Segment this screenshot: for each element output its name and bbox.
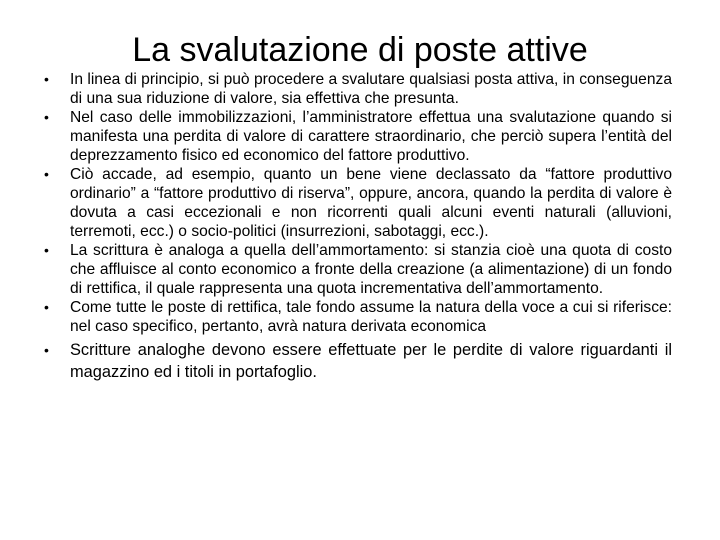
bullet-text: Nel caso delle immobilizzazioni, l’amministratore effettua una svalutazione quando si manifesta una perdita di valore di carattere straordinario, che perciò supera l’entità del deprezzamento fisico ed economico del fattore produttivo.: [70, 109, 672, 164]
bullet-icon: •: [44, 109, 49, 125]
bullet-item: [44, 70, 672, 108]
bullet-text: La scrittura è analoga a quella dell’ammortamento: si stanzia cioè una quota di costo che affluisce al conto economico a fronte della creazione (a alimentazione) di un fondo di rettifica, il quale rappresenta una quota incrementativa dell’ammortamento.: [70, 242, 672, 297]
bullet-icon: •: [44, 299, 49, 315]
bullet-icon: •: [44, 166, 49, 182]
bullet-icon: •: [44, 342, 49, 358]
bullet-text: Scritture analoghe devono essere effettuate per le perdite di valore riguardanti il magazzino ed i titoli in portafoglio.: [70, 341, 672, 381]
bullet-list: [44, 70, 672, 383]
bullet-text: Ciò accade, ad esempio, quanto un bene viene declassato da “fattore produttivo ordinario” a “fattore produttivo di riserva”, oppure, ancora, quando la perdita di valore è dovuta a casi eccezionali e non ricorrenti quali alcuni eventi naturali (alluvioni, terremoti, ecc.) o socio-politici (insurrezioni, sabotaggi, ecc.).: [70, 166, 672, 240]
bullet-item: [44, 298, 672, 336]
slide-title: La svalutazione di poste attive: [132, 31, 588, 69]
bullet-icon: •: [44, 242, 49, 258]
bullet-text: In linea di principio, si può procedere a svalutare qualsiasi posta attiva, in conseguenza di una sua riduzione di valore, sia effettiva che presunta.: [70, 71, 672, 107]
bullet-text: Come tutte le poste di rettifica, tale fondo assume la natura della voce a cui si riferisce: nel caso specifico, pertanto, avrà natura derivata economica: [70, 299, 672, 335]
bullet-item: [44, 165, 672, 241]
bullet-item: [44, 241, 672, 298]
bullet-item: [44, 108, 672, 165]
bullet-item: [44, 339, 672, 383]
bullet-icon: •: [44, 71, 49, 87]
